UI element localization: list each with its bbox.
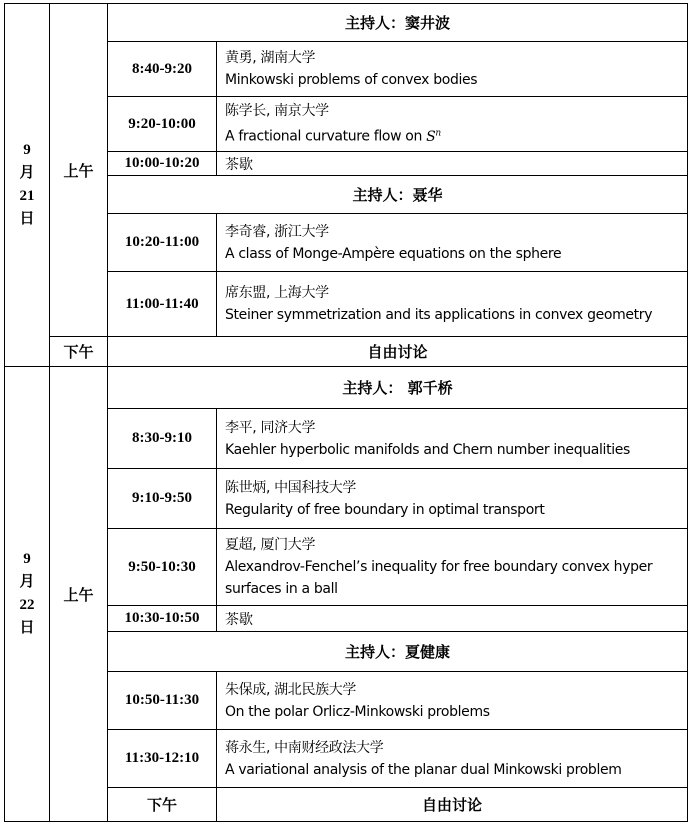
time-cell: 10:50-11:30	[108, 672, 217, 730]
free-discussion: 自由讨论	[108, 337, 688, 367]
free-discussion: 自由讨论	[217, 788, 688, 822]
table-row	[5, 469, 688, 529]
table-row	[5, 272, 688, 337]
session-host: 主持人： 郭千桥	[108, 367, 688, 409]
afternoon-label: 下午	[50, 337, 108, 367]
talk-title: Steiner symmetrization and its applications in convex geometry	[225, 307, 653, 323]
speaker: 陈学长, 南京大学	[225, 103, 329, 120]
afternoon-label: 下午	[108, 788, 217, 822]
morning-label: 上午	[50, 367, 108, 822]
table-row	[5, 4, 688, 42]
speaker: 夏超, 厦门大学	[225, 537, 316, 553]
table-row	[5, 42, 688, 97]
table-row	[5, 152, 688, 176]
tea-break: 茶歇	[217, 152, 688, 176]
time-cell: 8:40-9:20	[108, 42, 217, 97]
speaker: 黄勇, 湖南大学	[225, 50, 316, 66]
session-host: 主持人：夏健康	[108, 632, 688, 672]
speaker: 陈世炳, 中国科技大学	[225, 479, 357, 496]
math-symbol: $S^n$	[426, 128, 441, 145]
table-row	[5, 788, 688, 822]
talk-title: Regularity of free boundary in optimal transport	[225, 501, 545, 518]
talk-title: A class of Monge-Ampère equations on the sphere	[225, 245, 562, 262]
table-row	[5, 176, 688, 214]
time-cell: 9:50-10:30	[108, 529, 217, 606]
talk-cell	[217, 469, 688, 529]
time-cell: 10:30-10:50	[108, 606, 217, 632]
table-row	[5, 214, 688, 272]
speaker: 蒋永生, 中南财经政法大学	[225, 739, 384, 756]
talk-cell	[217, 214, 688, 272]
talk-title: A variational analysis of the planar dual Minkowski problem	[225, 761, 622, 778]
time-cell: 11:00-11:40	[108, 272, 217, 337]
talk-title: Kaehler hyperbolic manifolds and Chern number inequalities	[225, 441, 630, 458]
date-cell: 9 月 21 日	[5, 4, 50, 367]
table-row	[5, 606, 688, 632]
talk-title: Minkowski problems of convex bodies	[225, 72, 478, 88]
time-cell: 8:30-9:10	[108, 409, 217, 469]
time-cell: 9:20-10:00	[108, 97, 217, 152]
speaker: 李奇睿, 浙江大学	[225, 223, 329, 240]
table-row	[5, 367, 688, 409]
time-cell: 11:30-12:10	[108, 730, 217, 788]
table-row	[5, 632, 688, 672]
session-host: 主持人：聂华	[108, 176, 688, 214]
speaker: 朱保成, 湖北民族大学	[225, 681, 357, 698]
speaker: 席东盟, 上海大学	[225, 285, 329, 301]
talk-title: On the polar Orlicz-Minkowski problems	[225, 703, 490, 720]
table-row	[5, 730, 688, 788]
talk-cell	[217, 730, 688, 788]
talk-title-line	[225, 122, 687, 148]
table-row	[5, 529, 688, 606]
morning-label: 上午	[50, 4, 108, 337]
date-cell: 9 月 22 日	[5, 367, 50, 822]
speaker: 李平, 同济大学	[225, 419, 316, 436]
table-row	[5, 409, 688, 469]
session-host: 主持人：窦井波	[108, 4, 688, 42]
table-row	[5, 337, 688, 367]
table-row	[5, 97, 688, 152]
time-cell: 10:00-10:20	[108, 152, 217, 176]
talk-cell	[217, 409, 688, 469]
time-cell: 9:10-9:50	[108, 469, 217, 529]
time-cell: 10:20-11:00	[108, 214, 217, 272]
talk-cell	[217, 529, 688, 606]
tea-break: 茶歇	[217, 606, 688, 632]
talk-cell	[217, 672, 688, 730]
talk-title: A fractional curvature flow on	[225, 128, 423, 145]
table-row	[5, 672, 688, 730]
talk-title: Alexandrov-Fenchel’s inequality for free boundary convex hyper surfaces in a ball	[225, 559, 653, 597]
talk-cell	[217, 272, 688, 337]
schedule-table	[4, 3, 688, 822]
talk-cell	[217, 97, 688, 152]
talk-cell	[217, 42, 688, 97]
